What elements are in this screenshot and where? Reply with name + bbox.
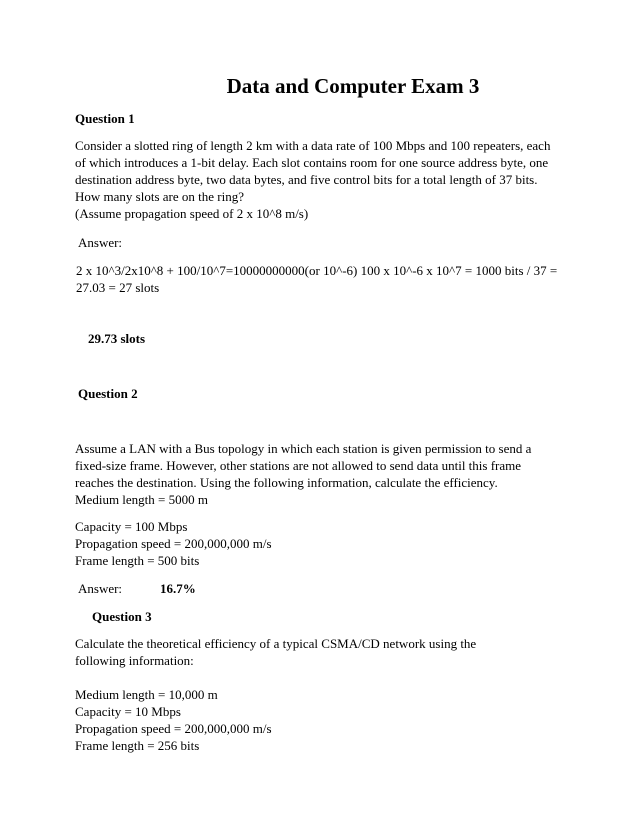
question-2-heading: Question 2 [78, 386, 138, 401]
question-1-work-line-2: 27.03 = 27 slots [76, 280, 160, 295]
question-2-medium-length: Medium length = 5000 m [75, 492, 208, 507]
question-1-answer-label: Answer: [78, 235, 123, 250]
question-2-frame-length: Frame length = 500 bits [75, 553, 200, 568]
question-2-capacity: Capacity = 100 Mbps [75, 519, 188, 534]
question-3-frame-length: Frame length = 256 bits [75, 738, 200, 753]
question-3-capacity: Capacity = 10 Mbps [75, 704, 181, 719]
question-1-note: (Assume propagation speed of 2 x 10^8 m/s) [75, 206, 309, 221]
question-1-final-answer: 29.73 slots [88, 331, 146, 346]
page-title: Data and Computer Exam 3 [226, 74, 480, 98]
question-3-body: Calculate the theoretical efficiency of a typical CSMA/CD network using the following information: [75, 636, 477, 668]
question-2-answer-value: 16.7% [160, 581, 196, 596]
question-1-work-line-1: 2 x 10^3/2x10^8 + 100/10^7=10000000000(or 10^-6) 100 x 10^-6 x 10^7 = 1000 bits / 37 = [76, 263, 558, 278]
question-3-heading: Question 3 [92, 609, 152, 624]
question-2-propagation-speed: Propagation speed = 200,000,000 m/s [75, 536, 272, 551]
question-3-medium-length: Medium length = 10,000 m [75, 687, 218, 702]
question-2-answer-label: Answer: [78, 581, 123, 596]
question-2-body: Assume a LAN with a Bus topology in which each station is given permission to send a fixed-size frame. However, other stations are not allowed to send data until this frame reaches the destination. Using the following information, calculate the efficiency. [75, 441, 532, 490]
question-3-propagation-speed: Propagation speed = 200,000,000 m/s [75, 721, 272, 736]
question-1-body: Consider a slotted ring of length 2 km with a data rate of 100 Mbps and 100 repeaters, each of which introduces a 1-bit delay. Each slot contains room for one source address byte, one destination address byte, two data bytes, and five control bits for a total length of 37 bits. How many slots are on the ring? [75, 138, 551, 204]
question-1-heading: Question 1 [75, 111, 135, 126]
